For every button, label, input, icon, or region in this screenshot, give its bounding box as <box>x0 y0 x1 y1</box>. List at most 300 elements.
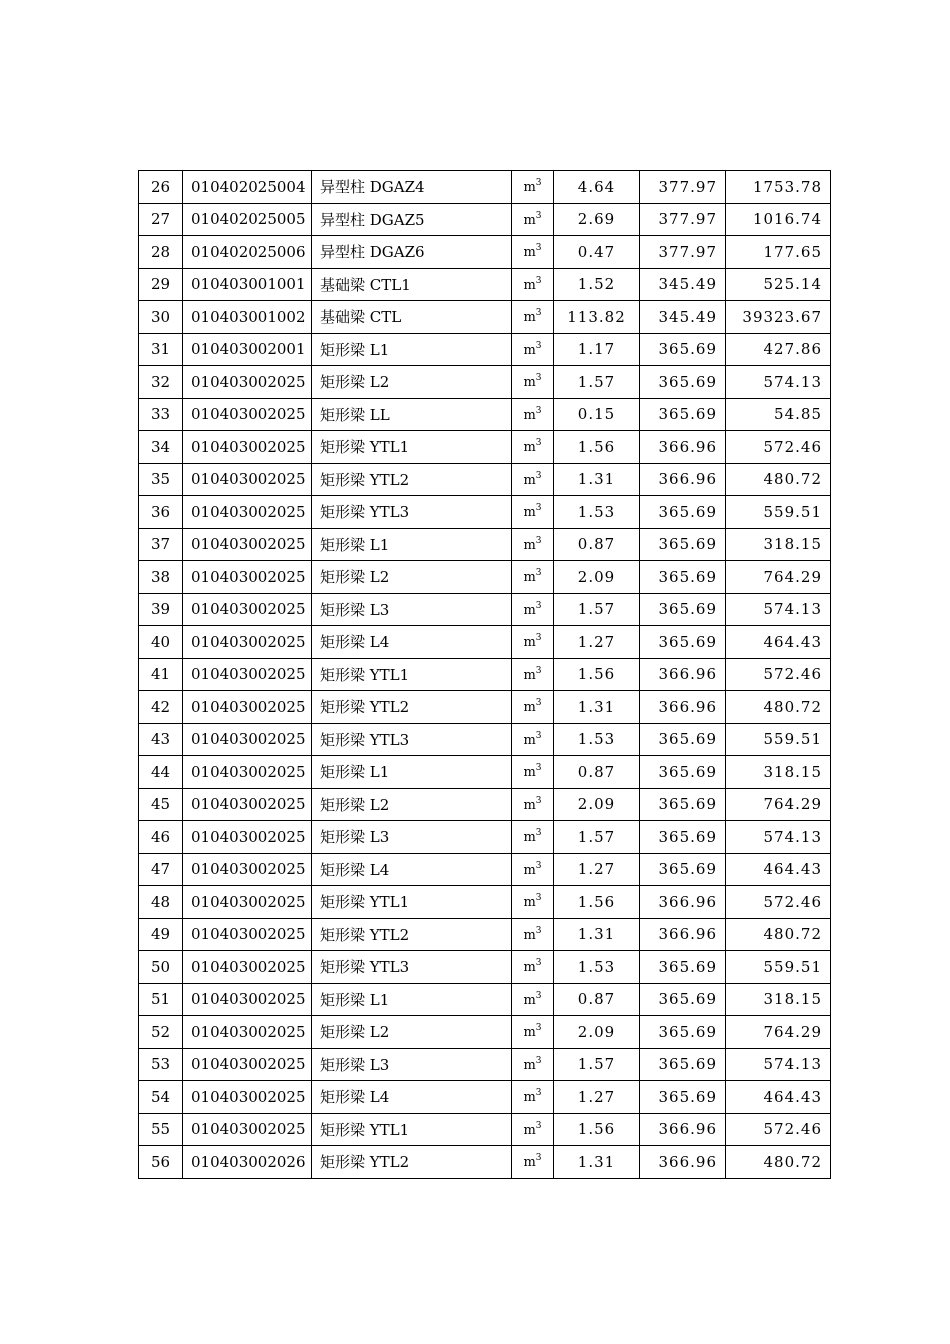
cell-quantity: 1.31 <box>554 918 640 951</box>
cell-quantity: 1.56 <box>554 1113 640 1146</box>
unit-exponent: 3 <box>535 860 542 871</box>
unit-exponent: 3 <box>535 763 542 774</box>
cell-item-name: 矩形梁 YTL2 <box>312 463 512 496</box>
cell-unit-price: 366.96 <box>640 463 726 496</box>
cell-total-price: 480.72 <box>726 691 831 724</box>
unit-base: m <box>523 537 536 553</box>
cell-quantity: 1.57 <box>554 366 640 399</box>
cell-unit <box>512 756 554 789</box>
cell-quantity: 0.87 <box>554 756 640 789</box>
cell-item-number: 34 <box>139 431 183 464</box>
cell-total-price: 318.15 <box>726 756 831 789</box>
cell-item-name: 矩形梁 YTL1 <box>312 658 512 691</box>
cell-total-price: 39323.67 <box>726 301 831 334</box>
unit-exponent: 3 <box>535 535 542 546</box>
cell-quantity: 1.31 <box>554 1146 640 1179</box>
cell-item-name: 异型柱 DGAZ5 <box>312 203 512 236</box>
cell-item-code: 010403001001 <box>183 268 312 301</box>
cell-total-price: 574.13 <box>726 366 831 399</box>
cell-unit-price: 345.49 <box>640 268 726 301</box>
cell-unit <box>512 171 554 204</box>
cell-unit-price: 366.96 <box>640 1113 726 1146</box>
cell-unit <box>512 853 554 886</box>
cell-item-name: 矩形梁 YTL1 <box>312 886 512 919</box>
cell-item-name: 异型柱 DGAZ4 <box>312 171 512 204</box>
cell-item-name: 矩形梁 YTL3 <box>312 723 512 756</box>
cell-item-code: 010403001002 <box>183 301 312 334</box>
unit-base: m <box>523 375 536 391</box>
cell-unit-price: 377.97 <box>640 203 726 236</box>
cell-item-name: 矩形梁 YTL1 <box>312 1113 512 1146</box>
unit-exponent: 3 <box>535 665 542 676</box>
cell-unit-price: 365.69 <box>640 788 726 821</box>
cell-unit-price: 365.69 <box>640 983 726 1016</box>
cell-unit-price: 365.69 <box>640 366 726 399</box>
unit-exponent: 3 <box>535 243 542 254</box>
bill-of-quantities-table <box>138 170 831 1179</box>
cell-item-number: 48 <box>139 886 183 919</box>
cell-total-price: 572.46 <box>726 658 831 691</box>
table-row <box>139 983 831 1016</box>
cell-quantity: 2.09 <box>554 1016 640 1049</box>
cell-unit-price: 366.96 <box>640 886 726 919</box>
cell-item-number: 47 <box>139 853 183 886</box>
cell-unit-price: 365.69 <box>640 951 726 984</box>
cell-unit <box>512 593 554 626</box>
unit-base: m <box>523 1155 536 1171</box>
cell-total-price: 572.46 <box>726 886 831 919</box>
cell-total-price: 1753.78 <box>726 171 831 204</box>
unit-base: m <box>523 1057 536 1073</box>
table-body <box>139 171 831 1179</box>
cell-quantity: 1.27 <box>554 626 640 659</box>
unit-base: m <box>523 635 536 651</box>
unit-exponent: 3 <box>535 698 542 709</box>
table-row <box>139 496 831 529</box>
cell-item-code: 010403002025 <box>183 918 312 951</box>
cell-item-code: 010403002025 <box>183 1081 312 1114</box>
table-row <box>139 853 831 886</box>
cell-item-number: 55 <box>139 1113 183 1146</box>
cell-quantity: 0.87 <box>554 528 640 561</box>
cell-item-number: 26 <box>139 171 183 204</box>
cell-unit <box>512 951 554 984</box>
cell-quantity: 1.57 <box>554 821 640 854</box>
cell-item-number: 35 <box>139 463 183 496</box>
cell-item-name: 基础梁 CTL1 <box>312 268 512 301</box>
cell-unit <box>512 886 554 919</box>
cell-quantity: 1.27 <box>554 1081 640 1114</box>
cell-unit-price: 365.69 <box>640 1048 726 1081</box>
table-row <box>139 1016 831 1049</box>
cell-item-code: 010403002025 <box>183 593 312 626</box>
cell-item-number: 41 <box>139 658 183 691</box>
cell-quantity: 0.87 <box>554 983 640 1016</box>
cell-unit-price: 365.69 <box>640 626 726 659</box>
cell-total-price: 574.13 <box>726 593 831 626</box>
cell-item-code: 010403002025 <box>183 821 312 854</box>
cell-item-name: 矩形梁 L1 <box>312 528 512 561</box>
cell-quantity: 1.52 <box>554 268 640 301</box>
cell-item-name: 矩形梁 L3 <box>312 593 512 626</box>
unit-exponent: 3 <box>535 1120 542 1131</box>
unit-exponent: 3 <box>535 990 542 1001</box>
cell-unit-price: 366.96 <box>640 691 726 724</box>
cell-total-price: 480.72 <box>726 918 831 951</box>
cell-unit <box>512 691 554 724</box>
cell-item-name: 矩形梁 YTL2 <box>312 918 512 951</box>
cell-unit-price: 365.69 <box>640 1081 726 1114</box>
table-row <box>139 398 831 431</box>
cell-unit-price: 345.49 <box>640 301 726 334</box>
cell-unit <box>512 203 554 236</box>
cell-item-code: 010403002025 <box>183 496 312 529</box>
cell-unit <box>512 1048 554 1081</box>
cell-item-code: 010403002025 <box>183 723 312 756</box>
cell-total-price: 177.65 <box>726 236 831 269</box>
cell-unit-price: 365.69 <box>640 561 726 594</box>
unit-base: m <box>523 180 536 196</box>
unit-base: m <box>523 927 536 943</box>
cell-quantity: 1.57 <box>554 593 640 626</box>
table-row <box>139 821 831 854</box>
cell-unit <box>512 431 554 464</box>
cell-unit-price: 365.69 <box>640 821 726 854</box>
unit-base: m <box>523 992 536 1008</box>
cell-quantity: 0.47 <box>554 236 640 269</box>
cell-total-price: 572.46 <box>726 1113 831 1146</box>
cell-item-code: 010403002025 <box>183 756 312 789</box>
unit-exponent: 3 <box>535 178 542 189</box>
cell-item-number: 45 <box>139 788 183 821</box>
cell-item-code: 010403002001 <box>183 333 312 366</box>
table-row <box>139 236 831 269</box>
cell-item-code: 010403002025 <box>183 561 312 594</box>
unit-base: m <box>523 732 536 748</box>
cell-quantity: 1.56 <box>554 658 640 691</box>
cell-item-number: 30 <box>139 301 183 334</box>
table-row <box>139 658 831 691</box>
unit-base: m <box>523 1090 536 1106</box>
cell-total-price: 764.29 <box>726 1016 831 1049</box>
cell-item-number: 42 <box>139 691 183 724</box>
unit-exponent: 3 <box>535 925 542 936</box>
cell-item-number: 51 <box>139 983 183 1016</box>
cell-quantity: 1.31 <box>554 463 640 496</box>
cell-total-price: 559.51 <box>726 496 831 529</box>
cell-unit <box>512 821 554 854</box>
cell-item-name: 矩形梁 YTL3 <box>312 951 512 984</box>
unit-base: m <box>523 342 536 358</box>
cell-item-name: 矩形梁 L1 <box>312 756 512 789</box>
cell-total-price: 559.51 <box>726 723 831 756</box>
cell-item-number: 37 <box>139 528 183 561</box>
cell-unit <box>512 496 554 529</box>
cell-unit <box>512 723 554 756</box>
cell-item-number: 40 <box>139 626 183 659</box>
cell-total-price: 572.46 <box>726 431 831 464</box>
table-row <box>139 886 831 919</box>
cell-unit <box>512 1081 554 1114</box>
unit-base: m <box>523 277 536 293</box>
cell-unit <box>512 268 554 301</box>
table-row <box>139 626 831 659</box>
table-row <box>139 723 831 756</box>
cell-item-code: 010403002025 <box>183 853 312 886</box>
cell-unit-price: 365.69 <box>640 723 726 756</box>
unit-exponent: 3 <box>535 568 542 579</box>
cell-item-number: 38 <box>139 561 183 594</box>
unit-exponent: 3 <box>535 1023 542 1034</box>
cell-item-code: 010402025006 <box>183 236 312 269</box>
cell-item-name: 矩形梁 L2 <box>312 366 512 399</box>
cell-item-name: 矩形梁 L3 <box>312 1048 512 1081</box>
cell-item-number: 50 <box>139 951 183 984</box>
cell-item-code: 010403002025 <box>183 983 312 1016</box>
unit-exponent: 3 <box>535 1088 542 1099</box>
cell-unit <box>512 366 554 399</box>
cell-item-name: 矩形梁 L2 <box>312 788 512 821</box>
unit-base: m <box>523 667 536 683</box>
unit-exponent: 3 <box>535 503 542 514</box>
cell-quantity: 1.56 <box>554 886 640 919</box>
cell-item-code: 010403002025 <box>183 431 312 464</box>
unit-exponent: 3 <box>535 1055 542 1066</box>
cell-item-number: 39 <box>139 593 183 626</box>
cell-unit <box>512 333 554 366</box>
cell-item-code: 010403002025 <box>183 626 312 659</box>
unit-exponent: 3 <box>535 438 542 449</box>
unit-exponent: 3 <box>535 795 542 806</box>
cell-item-number: 36 <box>139 496 183 529</box>
table-row <box>139 1048 831 1081</box>
cell-item-name: 矩形梁 L3 <box>312 821 512 854</box>
cell-total-price: 480.72 <box>726 1146 831 1179</box>
unit-exponent: 3 <box>535 470 542 481</box>
cell-quantity: 2.09 <box>554 788 640 821</box>
cell-item-code: 010403002025 <box>183 788 312 821</box>
table-row <box>139 691 831 724</box>
cell-item-code: 010403002025 <box>183 398 312 431</box>
cell-unit <box>512 626 554 659</box>
unit-base: m <box>523 797 536 813</box>
cell-unit-price: 365.69 <box>640 593 726 626</box>
cell-item-number: 46 <box>139 821 183 854</box>
unit-base: m <box>523 895 536 911</box>
cell-item-name: 基础梁 CTL <box>312 301 512 334</box>
unit-exponent: 3 <box>535 210 542 221</box>
cell-total-price: 574.13 <box>726 821 831 854</box>
table-row <box>139 431 831 464</box>
table-row <box>139 463 831 496</box>
cell-quantity: 1.53 <box>554 951 640 984</box>
cell-item-code: 010403002026 <box>183 1146 312 1179</box>
cell-item-name: 矩形梁 L4 <box>312 1081 512 1114</box>
cell-item-code: 010403002025 <box>183 691 312 724</box>
table-row <box>139 756 831 789</box>
table-row <box>139 561 831 594</box>
cell-total-price: 464.43 <box>726 853 831 886</box>
table-row <box>139 268 831 301</box>
cell-item-name: 矩形梁 L2 <box>312 561 512 594</box>
cell-unit <box>512 236 554 269</box>
unit-base: m <box>523 602 536 618</box>
cell-item-number: 33 <box>139 398 183 431</box>
cell-item-number: 53 <box>139 1048 183 1081</box>
unit-base: m <box>523 700 536 716</box>
cell-unit-price: 365.69 <box>640 496 726 529</box>
cell-item-code: 010403002025 <box>183 658 312 691</box>
cell-total-price: 559.51 <box>726 951 831 984</box>
unit-base: m <box>523 570 536 586</box>
unit-base: m <box>523 505 536 521</box>
cell-item-name: 矩形梁 YTL1 <box>312 431 512 464</box>
unit-base: m <box>523 212 536 228</box>
cell-quantity: 1.56 <box>554 431 640 464</box>
cell-unit-price: 365.69 <box>640 756 726 789</box>
cell-item-number: 32 <box>139 366 183 399</box>
table-row <box>139 203 831 236</box>
unit-base: m <box>523 440 536 456</box>
cell-quantity: 1.53 <box>554 496 640 529</box>
cell-unit <box>512 463 554 496</box>
cell-unit-price: 366.96 <box>640 658 726 691</box>
unit-base: m <box>523 472 536 488</box>
cell-item-number: 56 <box>139 1146 183 1179</box>
cell-item-code: 010402025004 <box>183 171 312 204</box>
cell-item-number: 27 <box>139 203 183 236</box>
cell-item-number: 43 <box>139 723 183 756</box>
cell-quantity: 1.27 <box>554 853 640 886</box>
table-row <box>139 918 831 951</box>
unit-exponent: 3 <box>535 340 542 351</box>
unit-base: m <box>523 1025 536 1041</box>
cell-quantity: 113.82 <box>554 301 640 334</box>
unit-base: m <box>523 830 536 846</box>
unit-base: m <box>523 310 536 326</box>
cell-item-code: 010403002025 <box>183 1016 312 1049</box>
table-row <box>139 333 831 366</box>
table-row <box>139 1113 831 1146</box>
cell-item-number: 44 <box>139 756 183 789</box>
cell-unit <box>512 788 554 821</box>
cell-unit-price: 365.69 <box>640 398 726 431</box>
cell-total-price: 427.86 <box>726 333 831 366</box>
cell-item-code: 010403002025 <box>183 951 312 984</box>
cell-item-name: 矩形梁 L1 <box>312 983 512 1016</box>
unit-exponent: 3 <box>535 405 542 416</box>
cell-unit <box>512 528 554 561</box>
cell-item-name: 矩形梁 L2 <box>312 1016 512 1049</box>
table-row <box>139 788 831 821</box>
cell-item-name: 矩形梁 LL <box>312 398 512 431</box>
cell-quantity: 2.69 <box>554 203 640 236</box>
cell-total-price: 525.14 <box>726 268 831 301</box>
unit-base: m <box>523 1122 536 1138</box>
cell-total-price: 464.43 <box>726 1081 831 1114</box>
cell-unit <box>512 1113 554 1146</box>
cell-total-price: 318.15 <box>726 528 831 561</box>
cell-total-price: 1016.74 <box>726 203 831 236</box>
cell-unit-price: 377.97 <box>640 236 726 269</box>
cell-item-code: 010403002025 <box>183 1048 312 1081</box>
unit-base: m <box>523 407 536 423</box>
cell-unit <box>512 1146 554 1179</box>
cell-unit <box>512 918 554 951</box>
cell-item-name: 矩形梁 L4 <box>312 853 512 886</box>
cell-quantity: 1.31 <box>554 691 640 724</box>
cell-quantity: 2.09 <box>554 561 640 594</box>
cell-item-code: 010403002025 <box>183 366 312 399</box>
cell-total-price: 464.43 <box>726 626 831 659</box>
cell-item-number: 49 <box>139 918 183 951</box>
cell-item-name: 矩形梁 YTL2 <box>312 1146 512 1179</box>
cell-quantity: 1.53 <box>554 723 640 756</box>
cell-item-number: 31 <box>139 333 183 366</box>
cell-item-name: 矩形梁 L1 <box>312 333 512 366</box>
cell-item-number: 29 <box>139 268 183 301</box>
cell-quantity: 1.17 <box>554 333 640 366</box>
cell-item-number: 28 <box>139 236 183 269</box>
cell-unit-price: 365.69 <box>640 1016 726 1049</box>
unit-exponent: 3 <box>535 893 542 904</box>
cell-item-name: 矩形梁 YTL3 <box>312 496 512 529</box>
table-row <box>139 301 831 334</box>
cell-quantity: 0.15 <box>554 398 640 431</box>
cell-unit-price: 366.96 <box>640 1146 726 1179</box>
cell-unit-price: 365.69 <box>640 528 726 561</box>
unit-base: m <box>523 245 536 261</box>
cell-quantity: 4.64 <box>554 171 640 204</box>
cell-item-code: 010403002025 <box>183 1113 312 1146</box>
cell-total-price: 480.72 <box>726 463 831 496</box>
cell-unit-price: 377.97 <box>640 171 726 204</box>
unit-base: m <box>523 765 536 781</box>
cell-unit <box>512 983 554 1016</box>
table-row <box>139 366 831 399</box>
cell-item-name: 矩形梁 L4 <box>312 626 512 659</box>
cell-total-price: 764.29 <box>726 788 831 821</box>
table-row <box>139 593 831 626</box>
cell-unit <box>512 398 554 431</box>
cell-item-number: 54 <box>139 1081 183 1114</box>
cell-item-code: 010403002025 <box>183 528 312 561</box>
table-row <box>139 1081 831 1114</box>
cell-unit-price: 366.96 <box>640 431 726 464</box>
cell-unit <box>512 1016 554 1049</box>
unit-base: m <box>523 960 536 976</box>
cell-item-code: 010402025005 <box>183 203 312 236</box>
unit-exponent: 3 <box>535 275 542 286</box>
cell-total-price: 574.13 <box>726 1048 831 1081</box>
cell-item-name: 异型柱 DGAZ6 <box>312 236 512 269</box>
unit-exponent: 3 <box>535 373 542 384</box>
unit-exponent: 3 <box>535 600 542 611</box>
unit-exponent: 3 <box>535 633 542 644</box>
cell-unit-price: 365.69 <box>640 333 726 366</box>
cell-item-code: 010403002025 <box>183 886 312 919</box>
cell-unit <box>512 561 554 594</box>
unit-exponent: 3 <box>535 828 542 839</box>
unit-base: m <box>523 862 536 878</box>
cell-item-number: 52 <box>139 1016 183 1049</box>
cell-item-code: 010403002025 <box>183 463 312 496</box>
cell-total-price: 318.15 <box>726 983 831 1016</box>
cell-unit <box>512 658 554 691</box>
table-row <box>139 951 831 984</box>
unit-exponent: 3 <box>535 958 542 969</box>
cell-total-price: 54.85 <box>726 398 831 431</box>
